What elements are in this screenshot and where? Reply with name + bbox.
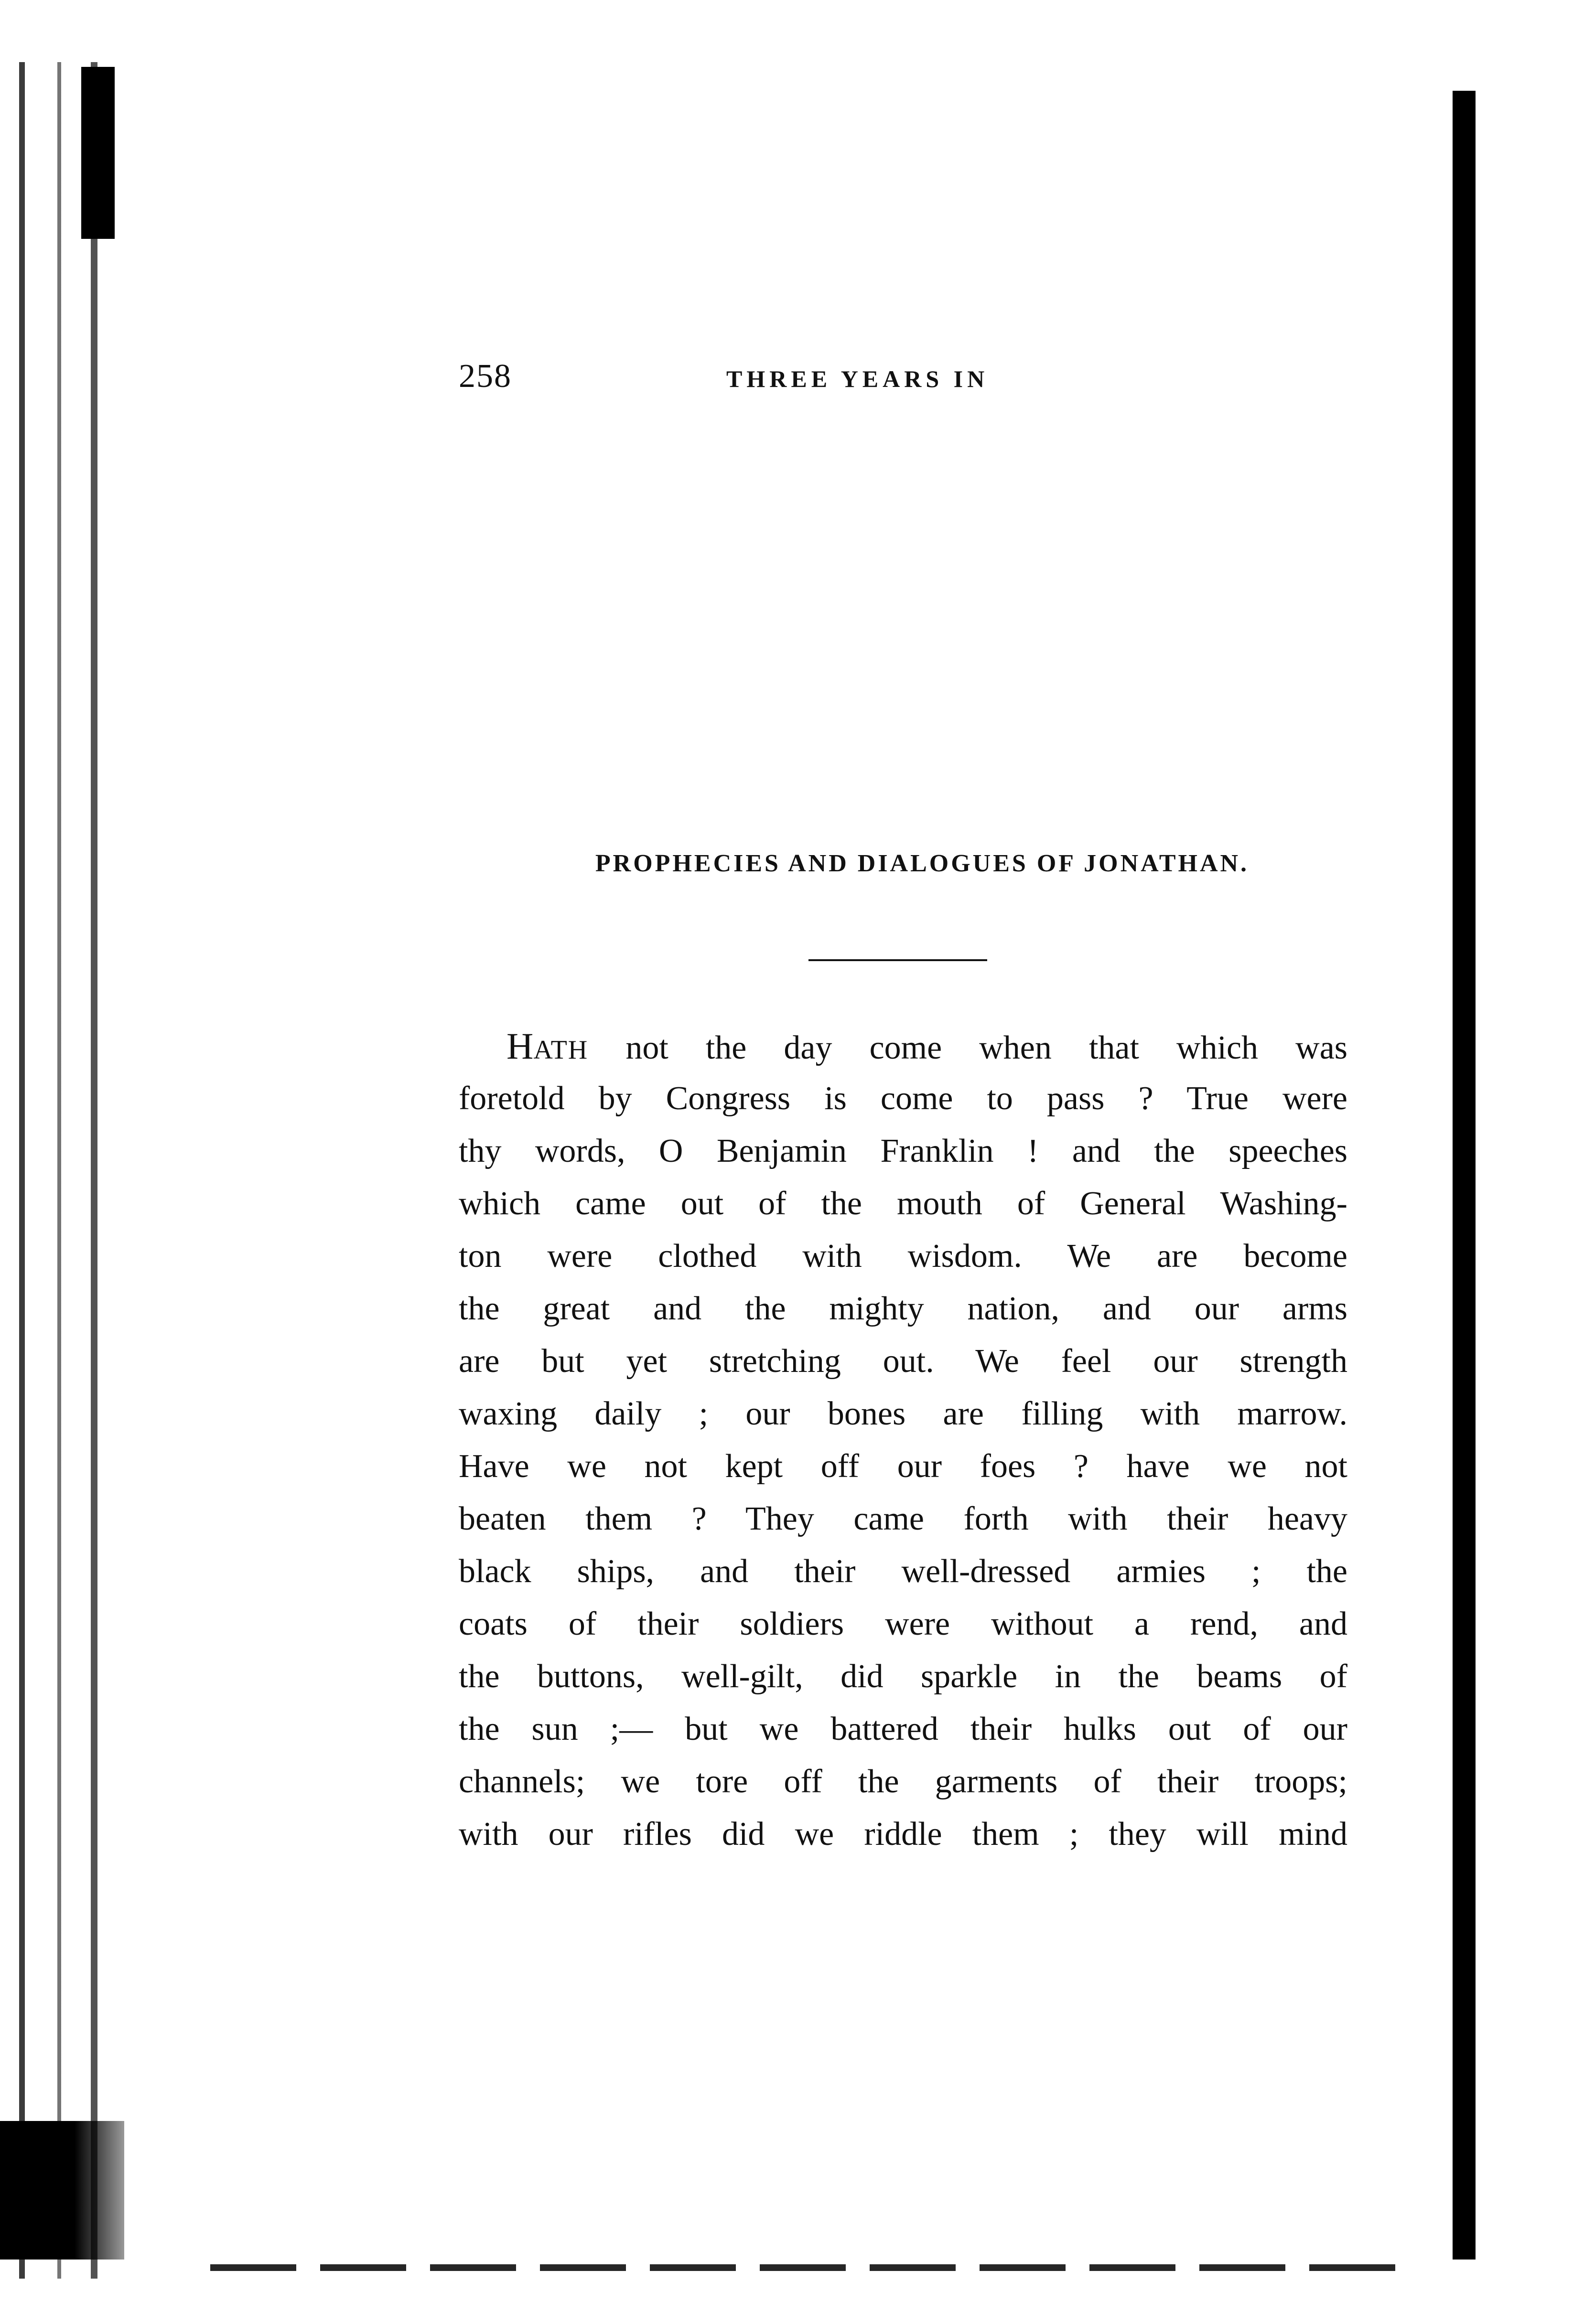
text-line (459, 1020, 1347, 1072)
text-line: are but yet stretching out. We feel our strength (459, 1343, 1347, 1380)
text-line: coats of their soldiers were without a rend, and (459, 1606, 1347, 1642)
text-line: black ships, and their well-dressed armies ; the (459, 1553, 1347, 1590)
book-page (459, 0, 1347, 2324)
text-line: waxing daily ; our bones are filling with marrow. (459, 1395, 1347, 1432)
scan-binding-foot (0, 2121, 124, 2260)
chapter-title: PROPHECIES AND DIALOGUES OF JONATHAN. (595, 850, 1250, 877)
text-line: thy words, O Benjamin Franklin ! and the speeches (459, 1133, 1347, 1169)
text-line: the sun ;— but we battered their hulks out of our (459, 1711, 1347, 1747)
body-text (459, 1020, 1347, 1861)
scan-right-edge (1453, 91, 1476, 2260)
running-head (459, 357, 1347, 396)
text-line: ton were clothed with wisdom. We are become (459, 1238, 1347, 1274)
text-line: foretold by Congress is come to pass ? True were (459, 1080, 1347, 1117)
running-title: THREE YEARS IN (726, 365, 989, 392)
page-number: 258 (459, 358, 512, 395)
first-word-rest: ATH (533, 1035, 589, 1065)
text-line: the buttons, well-gilt, did sparkle in the beams of (459, 1658, 1347, 1695)
text-line: Have we not kept off our foes ? have we not (459, 1448, 1347, 1485)
text-line: channels; we tore off the garments of their troops; (459, 1763, 1347, 1800)
scan-binding-edge (0, 62, 143, 2279)
text-line: beaten them ? They came forth with their heavy (459, 1500, 1347, 1537)
scan-binding-shadow (81, 67, 115, 239)
text-line: which came out of the mouth of General Washing- (459, 1185, 1347, 1222)
section-rule (808, 959, 987, 961)
first-line-rest: not the day come when that which was (588, 1029, 1347, 1066)
initial-letter: H (506, 1025, 534, 1067)
text-line: with our rifles did we riddle them ; they will mind (459, 1816, 1347, 1853)
text-line: the great and the mighty nation, and our arms (459, 1290, 1347, 1327)
